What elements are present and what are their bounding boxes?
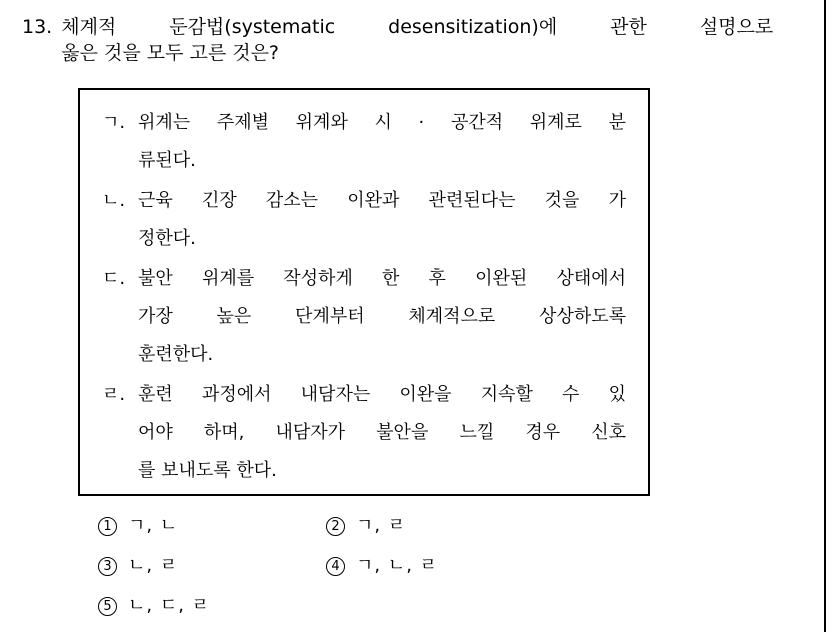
choice-list: [98, 514, 658, 634]
choice-row: [98, 594, 658, 618]
statement-line: 근육 긴장 감소는 이완과 관련된다는 것을 가: [138, 190, 626, 211]
statement-item: [102, 104, 626, 180]
question-line-1: 체계적 둔감법(systematic desensitization)에 관한 설명으로: [61, 16, 774, 38]
choice-option-3[interactable]: [98, 554, 326, 578]
choice-text-4: ㄱ, ㄴ, ㄹ: [356, 555, 439, 576]
statement-line: 어야 하며, 내담자가 불안을 느낄 경우 신호: [138, 422, 626, 443]
choice-row: [98, 554, 658, 578]
choice-number-1: 1: [98, 517, 117, 536]
choice-text-5: ㄴ, ㄷ, ㄹ: [128, 595, 211, 616]
statement-label: ㄷ.: [102, 268, 126, 289]
statements-box: [78, 88, 650, 496]
choice-text-1: ㄱ, ㄴ: [128, 515, 179, 536]
statement-line: 불안 위계를 작성하게 한 후 이완된 상태에서: [138, 268, 626, 289]
statement-line: 류된다.: [138, 150, 196, 171]
statement-label: ㄴ.: [102, 190, 126, 211]
choice-text-3: ㄴ, ㄹ: [128, 555, 179, 576]
choice-number-4: 4: [326, 557, 345, 576]
statement-body: [138, 104, 626, 180]
choice-option-2[interactable]: [326, 514, 406, 538]
choice-number-2: 2: [326, 517, 345, 536]
statement-line: 위계는 주제별 위계와 시 · 공간적 위계로 분: [138, 112, 626, 133]
statement-line: 훈련 과정에서 내담자는 이완을 지속할 수 있: [138, 384, 626, 405]
statement-label: ㄱ.: [102, 112, 126, 133]
statement-line: 를 보내도록 한다.: [138, 460, 277, 481]
question-line-2: 옳은 것을 모두 고른 것은?: [61, 42, 280, 64]
statement-body: [138, 260, 626, 374]
choice-row: [98, 514, 658, 538]
statement-item: [102, 260, 626, 374]
statement-body: [138, 376, 626, 490]
statement-line: 훈련한다.: [138, 344, 214, 365]
statement-line: 정한다.: [138, 228, 196, 249]
choice-number-5: 5: [98, 597, 117, 616]
statement-item: [102, 376, 626, 490]
choice-option-4[interactable]: [326, 554, 438, 578]
question-text: [61, 14, 773, 66]
question-number: 13.: [22, 16, 53, 38]
choice-number-3: 3: [98, 557, 117, 576]
choice-option-5[interactable]: [98, 594, 326, 618]
statement-item: [102, 182, 626, 258]
statement-body: [138, 182, 626, 258]
choice-text-2: ㄱ, ㄹ: [356, 515, 407, 536]
statement-label: ㄹ.: [102, 384, 126, 405]
choice-option-1[interactable]: [98, 514, 326, 538]
question-block: [22, 14, 782, 66]
statement-line: 가장 높은 단계부터 체계적으로 상상하도록: [138, 306, 626, 327]
